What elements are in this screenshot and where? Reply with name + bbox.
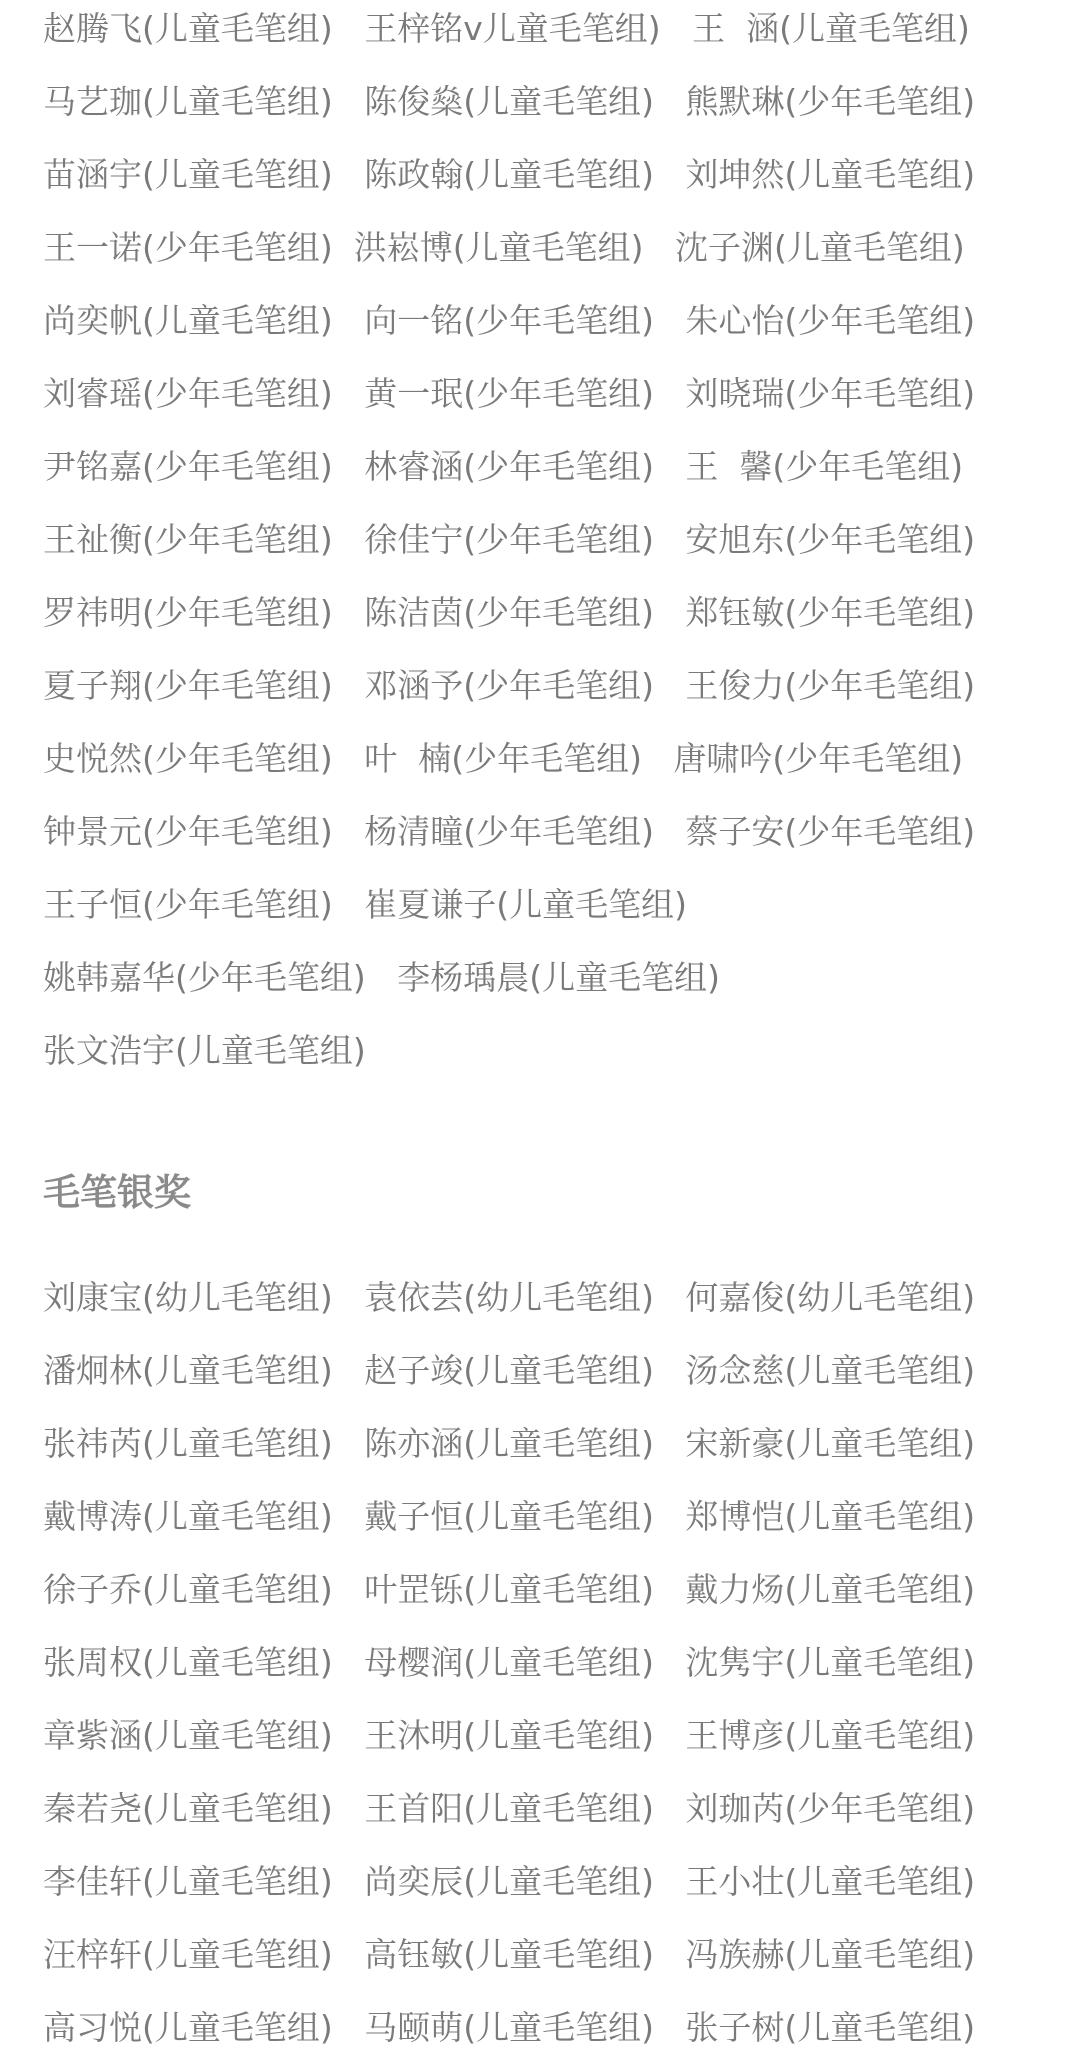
list-row [43,430,1053,503]
list-row [43,1334,1053,1407]
list-row-text: 潘炯林(儿童毛笔组) 赵子竣(儿童毛笔组) 汤念慈(儿童毛笔组) [43,1351,976,1390]
list-row-text: 张文浩宇(儿童毛笔组) [43,1031,366,1070]
list-row [43,138,1053,211]
list-row-text: 尹铭嘉(少年毛笔组) 林睿涵(少年毛笔组) 王 馨(少年毛笔组) [43,447,964,486]
winner-list-silver [43,1261,1053,2064]
list-row [43,868,1053,941]
list-row [43,1991,1053,2064]
list-row [43,1918,1053,1991]
list-row-text: 张祎芮(儿童毛笔组) 陈亦涵(儿童毛笔组) 宋新豪(儿童毛笔组) [43,1424,976,1463]
list-row-text: 戴博涛(儿童毛笔组) 戴子恒(儿童毛笔组) 郑博恺(儿童毛笔组) [43,1497,976,1536]
list-row [43,503,1053,576]
list-row-text: 高习悦(儿童毛笔组) 马颐萌(儿童毛笔组) 张子树(儿童毛笔组) [43,2008,976,2047]
section-heading-silver-award: 毛笔银奖 [43,1171,191,1214]
list-row-text: 夏子翔(少年毛笔组) 邓涵予(少年毛笔组) 王俊力(少年毛笔组) [43,666,976,705]
list-row [43,1261,1053,1334]
list-row [43,1014,1053,1087]
list-row-text: 钟景元(少年毛笔组) 杨清瞳(少年毛笔组) 蔡子安(少年毛笔组) [43,812,976,851]
list-row [43,1845,1053,1918]
list-row [43,1553,1053,1626]
list-row [43,284,1053,357]
list-row-text: 罗祎明(少年毛笔组) 陈洁茵(少年毛笔组) 郑钰敏(少年毛笔组) [43,593,976,632]
list-row-text: 汪梓轩(儿童毛笔组) 高钰敏(儿童毛笔组) 冯族赫(儿童毛笔组) [43,1935,976,1974]
list-row-text: 李佳轩(儿童毛笔组) 尚奕辰(儿童毛笔组) 王小壮(儿童毛笔组) [43,1862,976,1901]
list-row [43,357,1053,430]
list-row-text: 王祉衡(少年毛笔组) 徐佳宁(少年毛笔组) 安旭东(少年毛笔组) [43,520,976,559]
list-row-text: 姚韩嘉华(少年毛笔组) 李杨瑀晨(儿童毛笔组) [43,958,720,997]
list-row [43,0,1053,65]
list-row [43,1626,1053,1699]
list-row [43,795,1053,868]
list-row-text: 苗涵宇(儿童毛笔组) 陈政翰(儿童毛笔组) 刘坤然(儿童毛笔组) [43,155,976,194]
list-row-text: 张周权(儿童毛笔组) 母樱润(儿童毛笔组) 沈隽宇(儿童毛笔组) [43,1643,976,1682]
list-row-text: 王一诺(少年毛笔组) 洪崧博(儿童毛笔组) 沈子渊(儿童毛笔组) [43,228,965,267]
list-row-text: 徐子乔(儿童毛笔组) 叶罡铄(儿童毛笔组) 戴力炀(儿童毛笔组) [43,1570,976,1609]
list-row-text: 史悦然(少年毛笔组) 叶 楠(少年毛笔组) 唐啸吟(少年毛笔组) [43,739,964,778]
list-row [43,1699,1053,1772]
list-row-text: 秦若尧(儿童毛笔组) 王首阳(儿童毛笔组) 刘珈芮(少年毛笔组) [43,1789,976,1828]
list-row [43,1772,1053,1845]
list-row-text: 马艺珈(儿童毛笔组) 陈俊燊(儿童毛笔组) 熊默琳(少年毛笔组) [43,82,976,121]
list-row-text: 尚奕帆(儿童毛笔组) 向一铭(少年毛笔组) 朱心怡(少年毛笔组) [43,301,976,340]
list-row-text: 章紫涵(儿童毛笔组) 王沐明(儿童毛笔组) 王博彦(儿童毛笔组) [43,1716,976,1755]
list-row [43,1480,1053,1553]
list-row [43,1407,1053,1480]
list-row [43,649,1053,722]
list-row [43,211,1053,284]
list-row-text: 刘睿瑶(少年毛笔组) 黄一珉(少年毛笔组) 刘晓瑞(少年毛笔组) [43,374,976,413]
list-row [43,941,1053,1014]
winner-list-previous [43,0,1053,1087]
list-row-text: 赵腾飞(儿童毛笔组) 王梓铭v儿童毛笔组) 王 涵(儿童毛笔组) [43,9,970,48]
list-row [43,576,1053,649]
list-row [43,65,1053,138]
list-row-text: 刘康宝(幼儿毛笔组) 袁依芸(幼儿毛笔组) 何嘉俊(幼儿毛笔组) [43,1278,976,1317]
list-row-text: 王子恒(少年毛笔组) 崔夏谦子(儿童毛笔组) [43,885,687,924]
list-row [43,722,1053,795]
